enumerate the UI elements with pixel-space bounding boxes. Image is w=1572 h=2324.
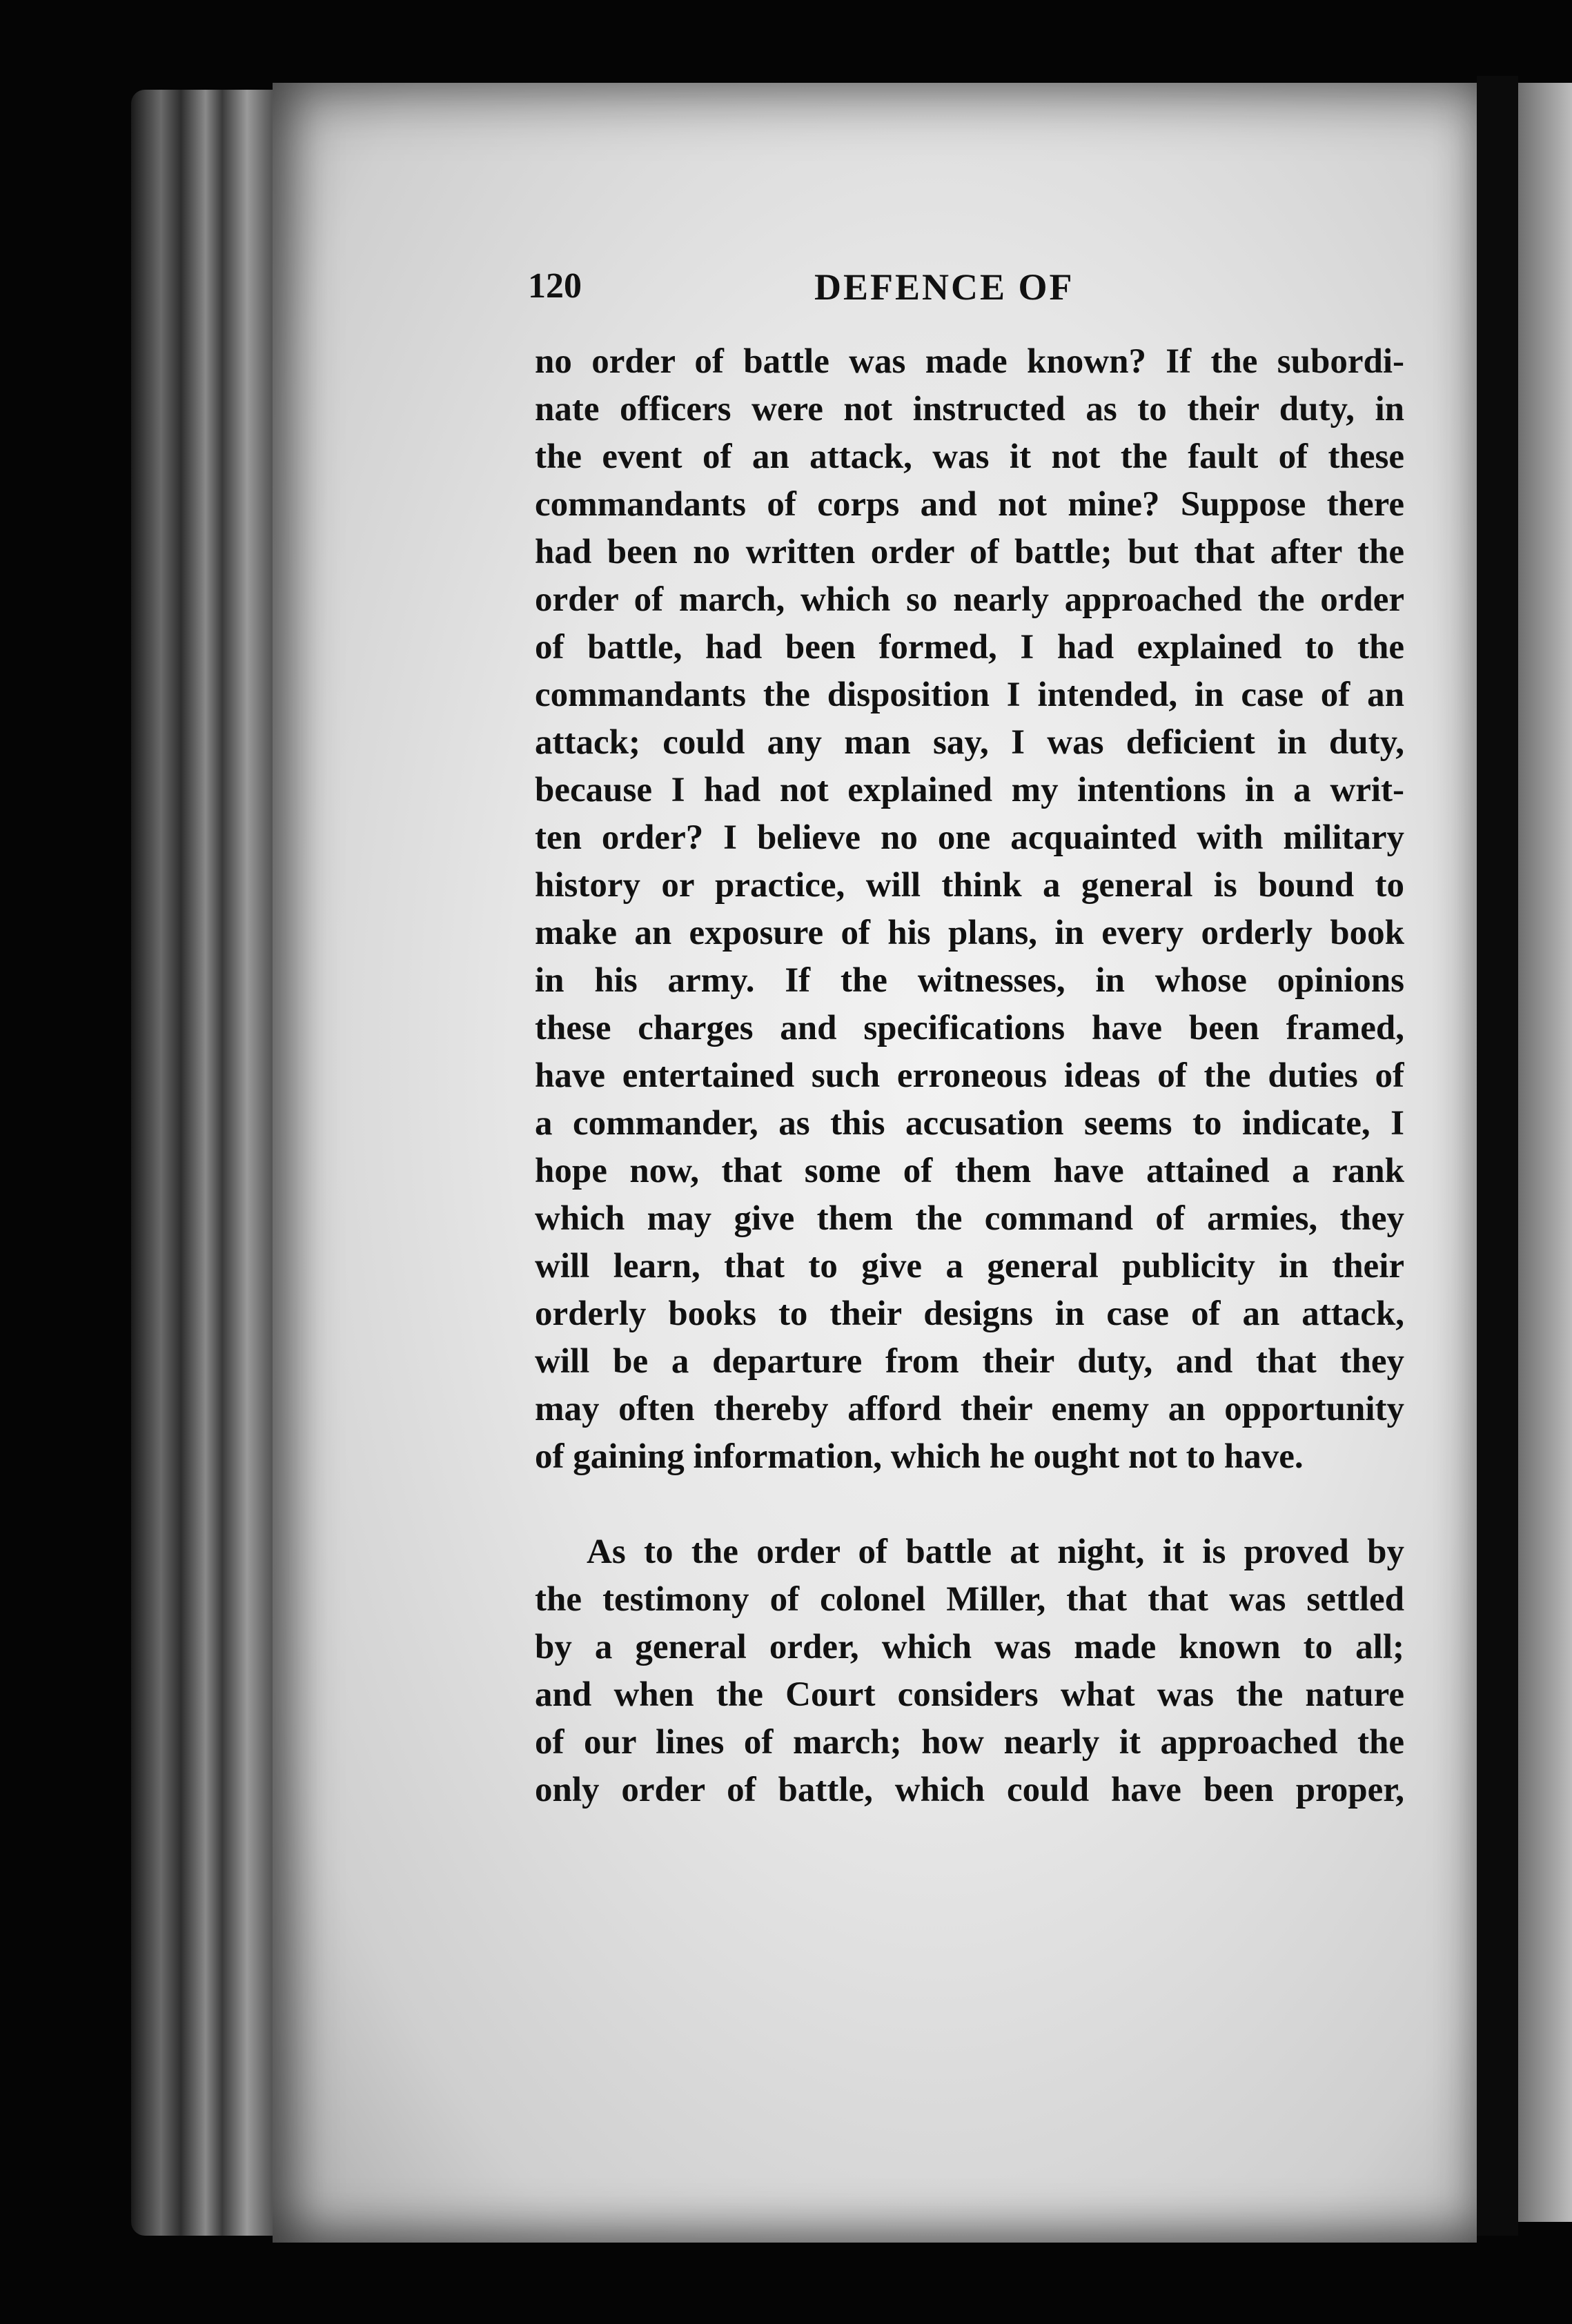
text-line: the event of an attack, was it not the fault of these [535,437,1404,476]
text-line: no order of battle was made known? If the subordi- [535,342,1404,381]
body-text [535,338,1404,1814]
adjacent-page-edge [1518,83,1572,2222]
text-line: of our lines of march; how nearly it approached the [535,1723,1404,1762]
text-line: by a general order, which was made known to all; [535,1628,1404,1666]
text-line: may often thereby afford their enemy an opportunity [535,1390,1404,1428]
running-head: DEFENCE OF [814,266,1074,308]
page-number: 120 [528,266,582,306]
text-line: only order of battle, which could have been proper, [535,1771,1404,1809]
text-line: the testimony of colonel Miller, that that was settled [535,1580,1404,1619]
text-line: because I had not explained my intentions in a writ- [535,771,1404,809]
text-line: orderly books to their designs in case of an attack, [535,1294,1404,1333]
text-line: a commander, as this accusation seems to indicate, I [535,1104,1404,1143]
paragraph-gap [535,1481,1404,1528]
text-line: will learn, that to give a general publicity in their [535,1247,1404,1286]
text-line: commandants the disposition I intended, in case of an [535,676,1404,714]
text-line: have entertained such erroneous ideas of the duties of [535,1056,1404,1095]
book-spine-edge [131,90,297,2236]
text-line: ten order? I believe no one acquainted with military [535,818,1404,857]
text-line: will be a departure from their duty, and that they [535,1342,1404,1381]
text-line: and when the Court considers what was the nature [535,1675,1404,1714]
page-header [528,266,1404,321]
text-line: history or practice, will think a general is bound to [535,866,1404,905]
text-line: make an exposure of his plans, in every orderly book [535,914,1404,952]
text-line: nate officers were not instructed as to their duty, in [535,390,1404,429]
text-line: attack; could any man say, I was deficient in duty, [535,723,1404,762]
text-line: in his army. If the witnesses, in whose opinions [535,961,1404,1000]
text-line: As to the order of battle at night, it is proved by [587,1533,1404,1571]
page-gutter [1477,76,1518,2236]
text-line: of battle, had been formed, I had explained to the [535,628,1404,667]
text-line: commandants of corps and not mine? Suppose there [535,485,1404,524]
text-line: order of march, which so nearly approached the order [535,580,1404,619]
text-line: hope now, that some of them have attained a rank [535,1152,1404,1190]
text-line: had been no written order of battle; but that after the [535,533,1404,571]
text-line: of gaining information, which he ought not to have. [535,1437,1304,1476]
text-line: these charges and specifications have been framed, [535,1009,1404,1047]
text-line: which may give them the command of armies, they [535,1199,1404,1238]
